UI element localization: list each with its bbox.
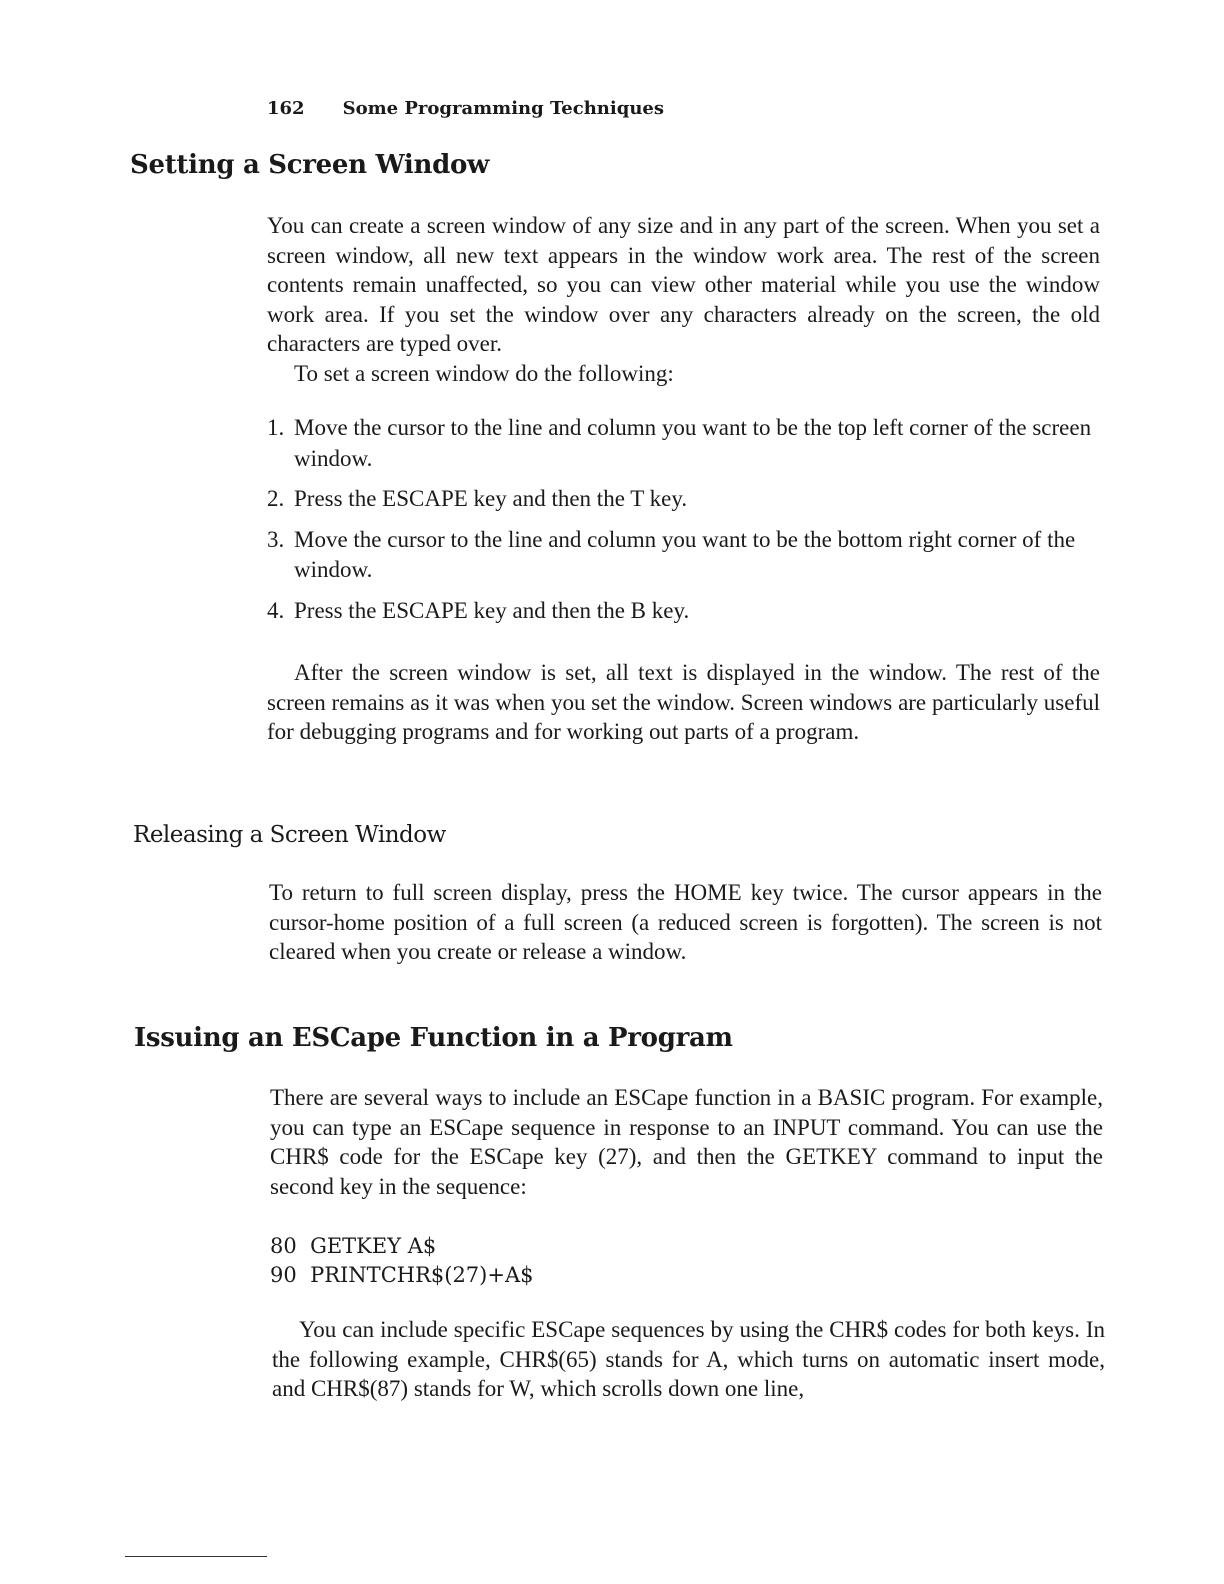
paragraph-after: After the screen window is set, all text is displayed in the window. The rest of the screen remains as it was when you set the window. Screen windows are particularly useful for debugging programs and for working out parts of a program.	[267, 660, 1100, 744]
paragraph-escape: There are several ways to include an ESCape function in a BASIC program. For example, you can type an ESCape sequence in response to an INPUT command. You can use the CHR$ code for the ESCape key (27), and then the GETKEY command to input the second key in the sequence:	[270, 1085, 1103, 1199]
paragraph-releasing: To return to full screen display, press the HOME key twice. The cursor appears in the cursor-home position of a full screen (a reduced screen is forgotten). The screen is not cleared when you create or release a window.	[269, 880, 1102, 964]
steps-list	[267, 413, 1100, 626]
list-text: Press the ESCAPE key and then the B key.	[294, 597, 690, 623]
section-setting-window	[267, 211, 1100, 388]
footnote-rule	[125, 1556, 267, 1557]
section-heading-escape-function: Issuing an ESCape Function in a Program	[134, 1023, 733, 1053]
running-header	[267, 98, 664, 119]
page-number: 162	[267, 98, 305, 119]
subheading-releasing-window: Releasing a Screen Window	[133, 822, 446, 848]
list-number: 4.	[267, 597, 285, 623]
list-number: 2.	[267, 486, 285, 511]
list-item	[267, 484, 1100, 515]
list-item	[267, 525, 1100, 586]
paragraph-intro: You can create a screen window of any size and in any part of the screen. When you set a screen window, all new text appears in the window work area. The rest of the screen contents remain unaffected, so you can view other material while you use the window work area. If you set the window over any characters already on the screen, the old characters are typed over.	[267, 213, 1100, 356]
list-item	[267, 413, 1100, 474]
section-heading-setting-window: Setting a Screen Window	[130, 150, 490, 180]
code-line: 80 GETKEY A$	[270, 1234, 437, 1258]
paragraph-escape-sequences: You can include specific ESCape sequences by using the CHR$ codes for both keys. In the following example, CHR$(65) stands for A, which turns on automatic insert mode, and CHR$(87) stands for W, which scrolls down one line,	[272, 1317, 1105, 1401]
list-text: Press the ESCAPE key and then the T key.	[294, 486, 688, 511]
code-listing	[270, 1232, 533, 1290]
list-number: 1.	[267, 415, 285, 440]
code-line: 90 PRINTCHR$(27)+A$	[270, 1263, 534, 1287]
list-text: Move the cursor to the line and column you want to be the top left corner of the screen window.	[294, 415, 1092, 471]
paragraph-lead: To set a screen window do the following:	[294, 360, 674, 386]
list-item	[267, 596, 1100, 627]
running-title: Some Programming Techniques	[342, 98, 664, 119]
list-text: Move the cursor to the line and column you want to be the bottom right corner of the window.	[294, 526, 1076, 582]
list-number: 3.	[267, 526, 285, 552]
